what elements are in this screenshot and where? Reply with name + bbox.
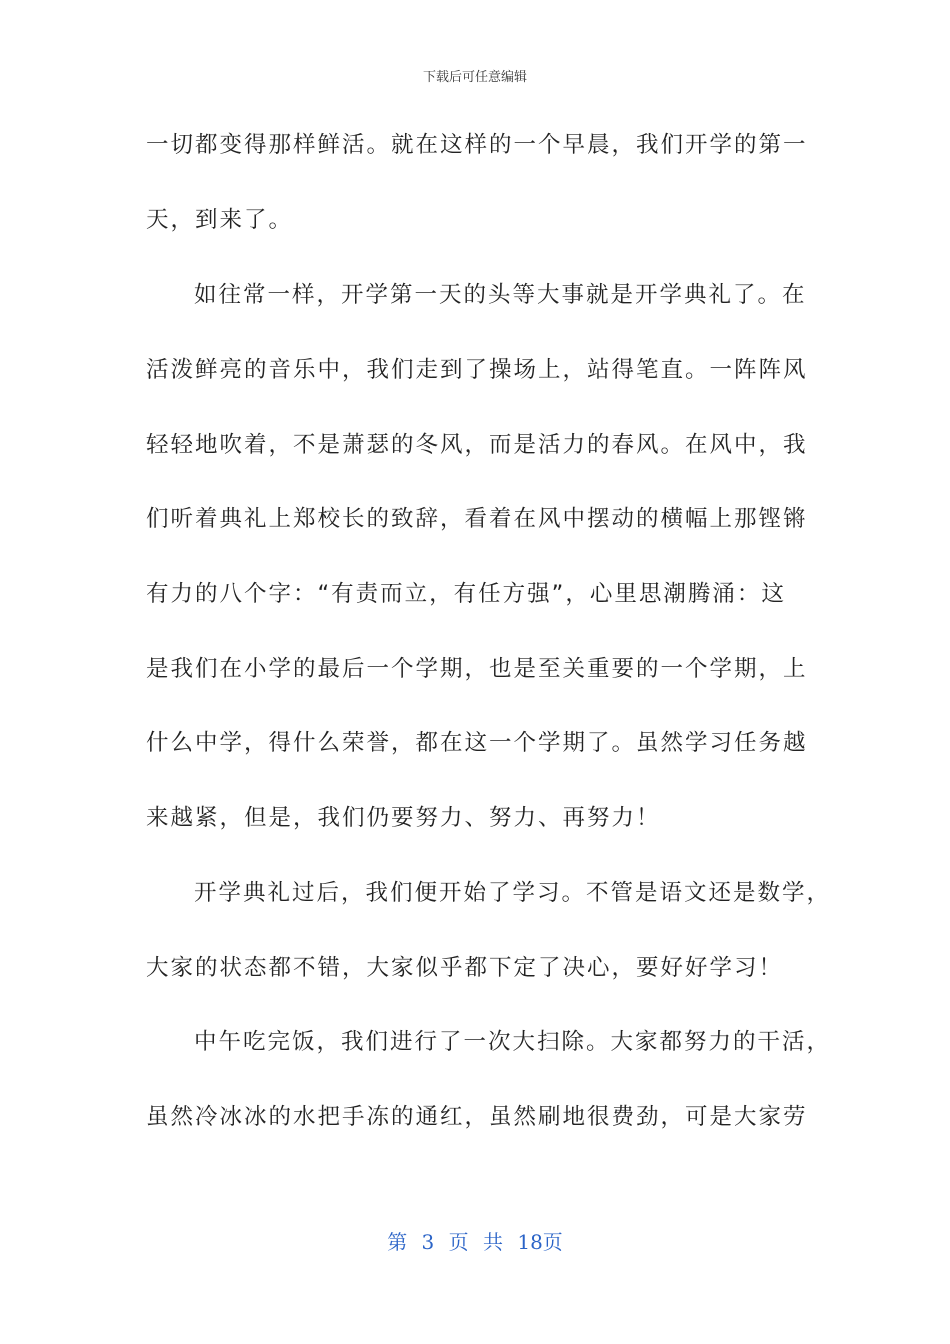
text-line: 大家的状态都不错，大家似乎都下定了决心，要好好学习！ — [146, 955, 784, 981]
text-line: 中午吃完饭，我们进行了一次大扫除。大家都努力的干活， — [194, 1029, 832, 1055]
text-line: 虽然冷冰冰的水把手冻的通红，虽然刷地很费劲，可是大家劳 — [146, 1104, 808, 1130]
text-line: 是我们在小学的最后一个学期，也是至关重要的一个学期，上 — [146, 656, 808, 682]
text-line: 一切都变得那样鲜活。就在这样的一个早晨，我们开学的第一 — [146, 132, 808, 158]
text-line: 活泼鲜亮的音乐中，我们走到了操场上，站得笔直。一阵阵风 — [146, 357, 808, 383]
text-line: 来越紧，但是，我们仍要努力、努力、再努力！ — [146, 805, 661, 831]
text-line: 如往常一样，开学第一天的头等大事就是开学典礼了。在 — [194, 282, 807, 308]
header-note: 下载后可任意编辑 — [422, 70, 527, 85]
text-line: 开学典礼过后，我们便开始了学习。不管是语文还是数学， — [194, 880, 832, 906]
text-line: 们听着典礼上郑校长的致辞，看着在风中摆动的横幅上那铿锵 — [146, 506, 808, 532]
page-number: 第 3 页 共 18页 — [387, 1230, 563, 1254]
text-line: 有力的八个字：“有责而立，有任方强”，心里思潮腾涌：这 — [146, 581, 786, 607]
text-line: 天，到来了。 — [146, 207, 294, 233]
text-line: 什么中学，得什么荣誉，都在这一个学期了。虽然学习任务越 — [146, 730, 808, 756]
text-line: 轻轻地吹着，不是萧瑟的冬风，而是活力的春风。在风中，我 — [146, 432, 808, 458]
